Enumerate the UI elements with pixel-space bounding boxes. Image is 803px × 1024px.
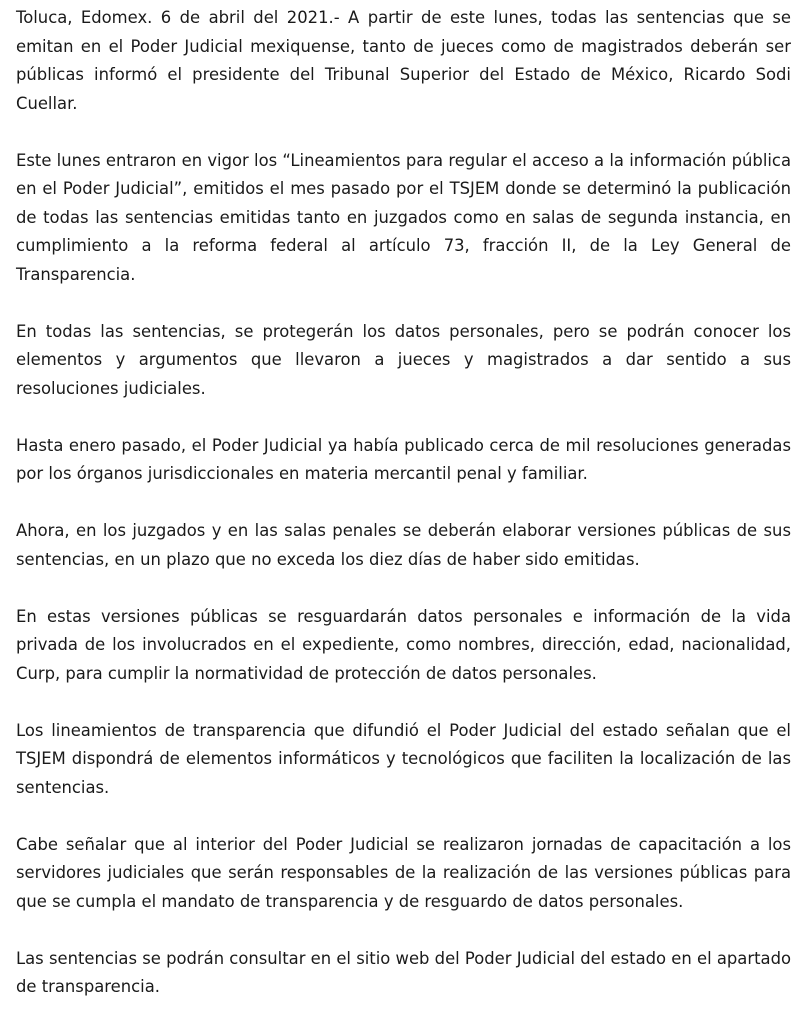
- article-body: [16, 4, 791, 1002]
- article-paragraph: Este lunes entraron en vigor los “Lineamientos para regular el acceso a la información pública en el Poder Judicial”, emitidos el mes pasado por el TSJEM donde se determinó la publicación de todas las sentencias emitidas tanto en juzgados como en salas de segunda instancia, en cumplimiento a la reforma federal al artículo 73, fracción II, de la Ley General de Transparencia.: [16, 150, 791, 284]
- article-paragraph: Cabe señalar que al interior del Poder Judicial se realizaron jornadas de capacitación a los servidores judiciales que serán responsables de la realización de las versiones públicas para que se cumpla el mandato de transparencia y de resguardo de datos personales.: [16, 834, 791, 911]
- article-paragraph: Los lineamientos de transparencia que difundió el Poder Judicial del estado señalan que el TSJEM dispondrá de elementos informáticos y tecnológicos que faciliten la localización de las sentencias.: [16, 720, 791, 797]
- article-paragraph: En estas versiones públicas se resguardarán datos personales e información de la vida privada de los involucrados en el expediente, como nombres, dirección, edad, nacionalidad, Curp, para cumplir la normatividad de protección de datos personales.: [16, 606, 791, 683]
- article-paragraph: En todas las sentencias, se protegerán los datos personales, pero se podrán conocer los elementos y argumentos que llevaron a jueces y magistrados a dar sentido a sus resoluciones judiciales.: [16, 321, 791, 398]
- article-paragraph: Ahora, en los juzgados y en las salas penales se deberán elaborar versiones públicas de sus sentencias, en un plazo que no exceda los diez días de haber sido emitidas.: [16, 521, 791, 569]
- article-paragraph: Toluca, Edomex. 6 de abril del 2021.- A partir de este lunes, todas las sentencias que se emitan en el Poder Judicial mexiquense, tanto de jueces como de magistrados deberán ser públicas informó el presidente del Tribunal Superior del Estado de México, Ricardo Sodi Cuellar.: [16, 8, 791, 113]
- article-paragraph: Hasta enero pasado, el Poder Judicial ya había publicado cerca de mil resoluciones generadas por los órganos jurisdiccionales en materia mercantil penal y familiar.: [16, 435, 791, 483]
- article-paragraph: Las sentencias se podrán consultar en el sitio web del Poder Judicial del estado en el apartado de transparencia.: [16, 948, 791, 996]
